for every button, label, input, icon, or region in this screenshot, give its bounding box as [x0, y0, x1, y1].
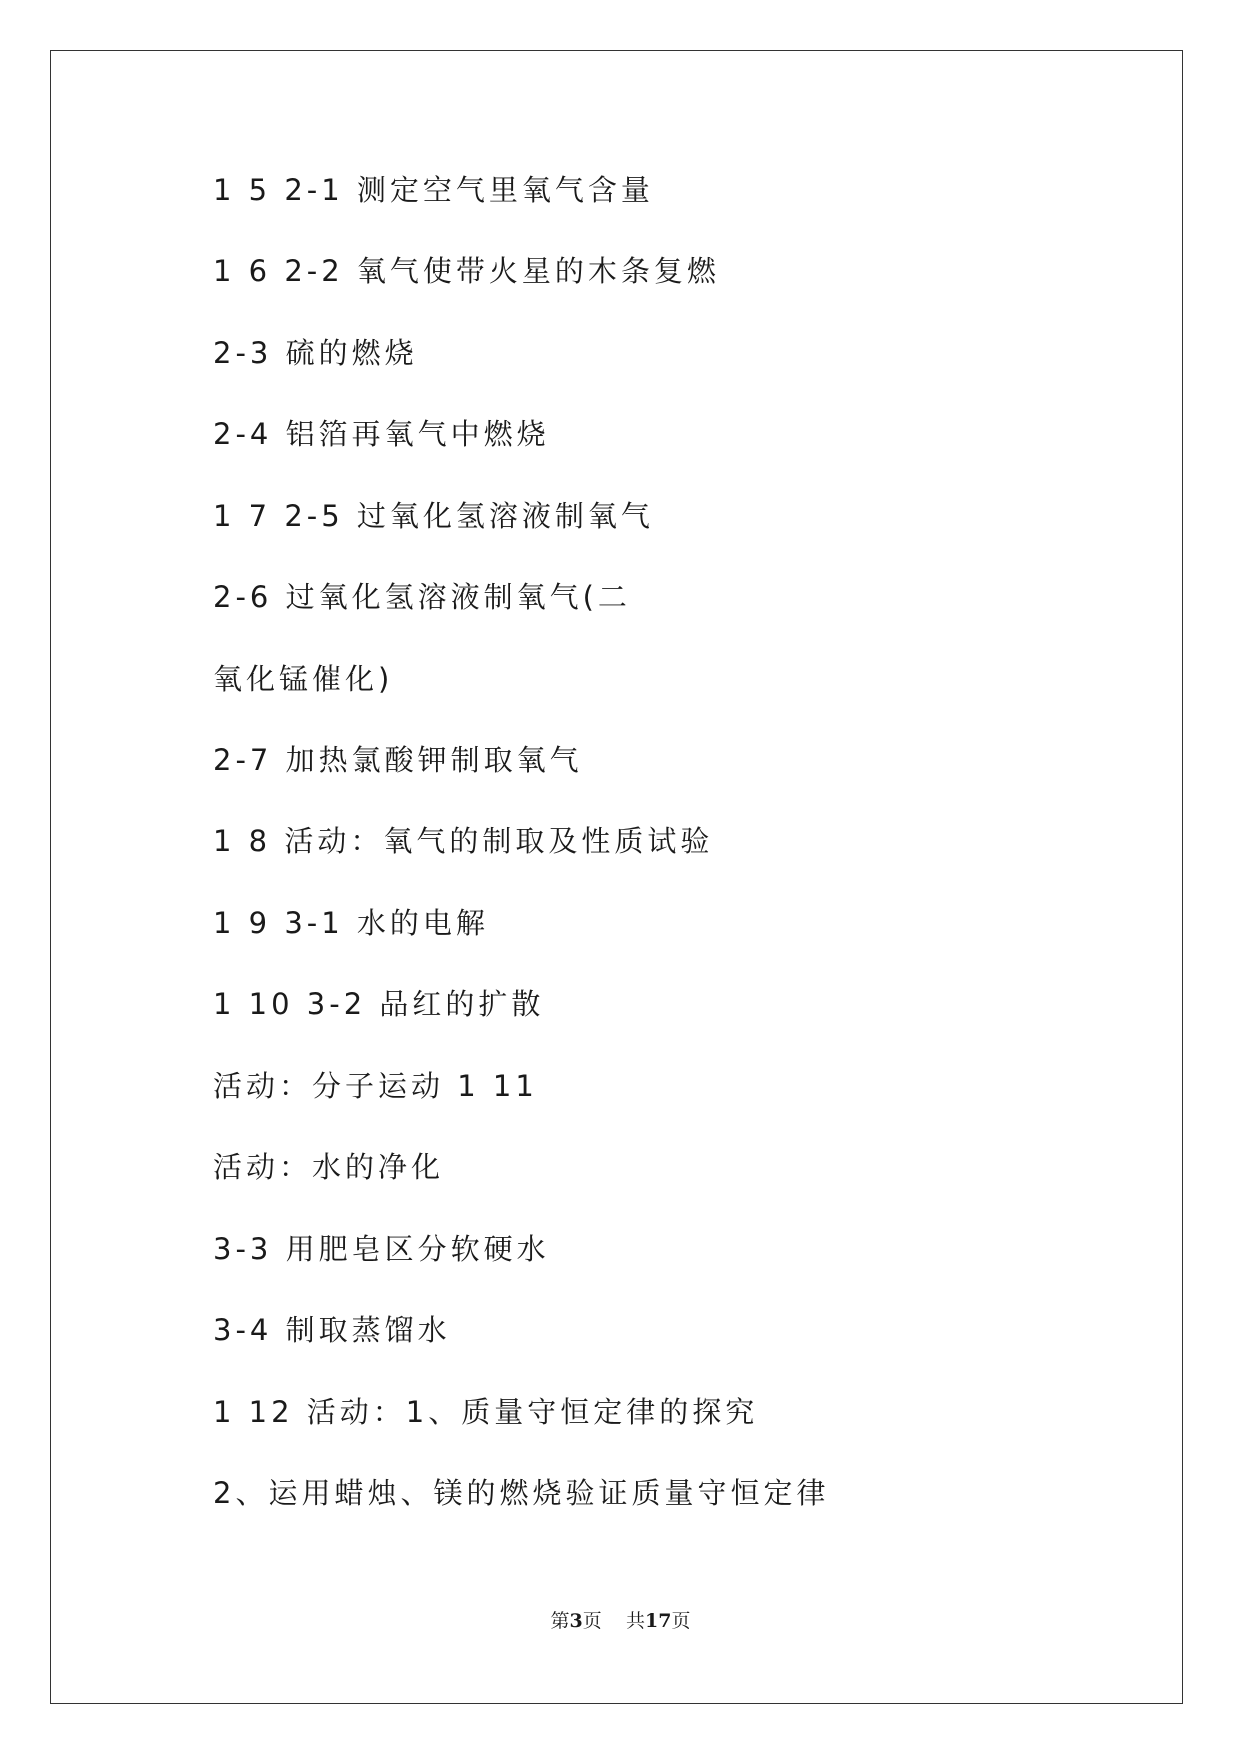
text-line: 2-3 硫的燃烧 — [213, 336, 418, 370]
text-line: 2-6 过氧化氢溶液制氧气(二 — [213, 580, 631, 614]
footer-page-word: 页 — [582, 1610, 602, 1632]
page-footer — [0, 1606, 1241, 1633]
text-line: 1 9 3-1 水的电解 — [213, 906, 489, 940]
page-border — [50, 50, 1183, 1704]
text-line: 2-7 加热氯酸钾制取氧气 — [213, 743, 583, 777]
current-page-number: 3 — [569, 1610, 583, 1632]
footer-prefix: 第 — [550, 1610, 570, 1632]
footer-total-suffix: 页 — [671, 1610, 691, 1632]
text-line: 2、运用蜡烛、镁的燃烧验证质量守恒定律 — [213, 1476, 830, 1510]
footer-total-prefix: 共 — [625, 1610, 645, 1632]
text-line: 3-3 用肥皂区分软硬水 — [213, 1232, 550, 1266]
text-line: 1 10 3-2 品红的扩散 — [213, 987, 545, 1021]
text-line: 1 6 2-2 氧气使带火星的木条复燃 — [213, 254, 720, 288]
text-line: 2-4 铝箔再氧气中燃烧 — [213, 417, 550, 451]
text-line: 活动：分子运动 1 11 — [213, 1069, 538, 1103]
total-pages-number: 17 — [644, 1610, 672, 1632]
text-line: 活动：水的净化 — [213, 1150, 445, 1184]
text-line: 1 7 2-5 过氧化氢溶液制氧气 — [213, 499, 654, 533]
text-line: 1 8 活动：氧气的制取及性质试验 — [213, 824, 714, 858]
text-line: 3-4 制取蒸馏水 — [213, 1313, 451, 1347]
text-line: 氧化锰催化) — [213, 662, 394, 696]
text-line: 1 5 2-1 测定空气里氧气含量 — [213, 173, 654, 207]
text-line: 1 12 活动：1、质量守恒定律的探究 — [213, 1395, 759, 1429]
